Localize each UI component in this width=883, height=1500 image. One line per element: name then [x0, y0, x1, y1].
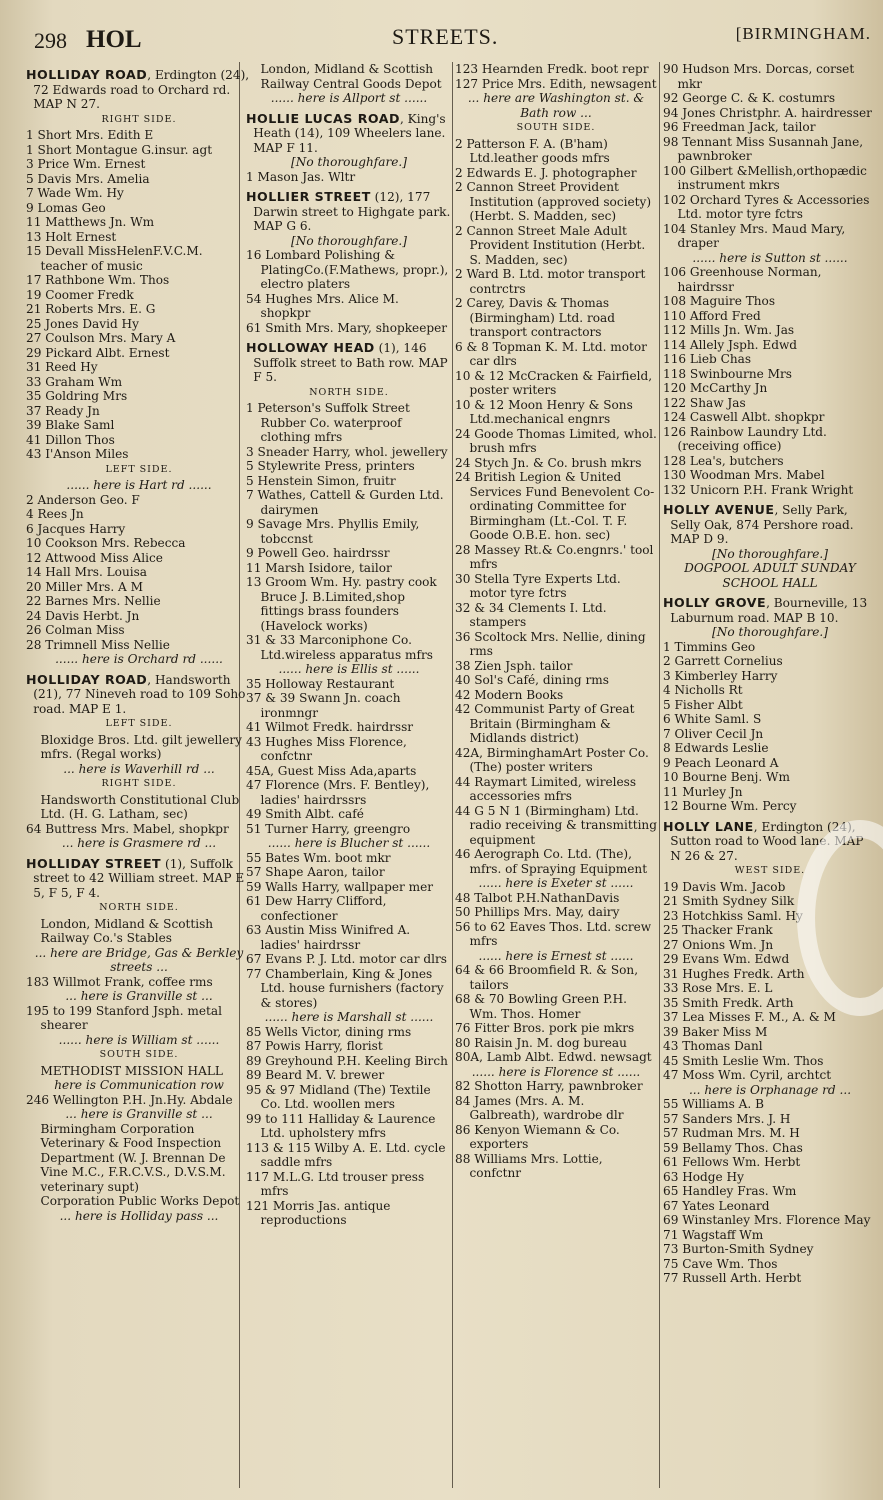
directory-entry: 61 Smith Mrs. Mary, shopkeeper	[246, 320, 448, 335]
cross-street-note: ...... here is Allport st ......	[270, 91, 428, 105]
directory-entry: 10 & 12 Moon Henry & Sons Ltd.mechanical engnrs	[455, 397, 633, 426]
directory-entry: 123 Hearnden Fredk. boot repr	[455, 62, 649, 76]
directory-entry: 67 Evans P. J. Ltd. motor car dlrs	[246, 952, 447, 966]
directory-entry: 57 Rudman Mrs. M. H	[663, 1126, 800, 1140]
side-label: NORTH SIDE.	[309, 386, 389, 398]
directory-entry: 23 Hotchkiss Saml. Hy	[663, 908, 803, 923]
directory-entry: 2 Cannon Street Provident Institution (approved society) (Herbt. S. Madden, sec)	[455, 180, 652, 223]
directory-entry: 25 Thacker Frank	[663, 923, 773, 937]
directory-entry: 16 Lombard Polishing & PlatingCo.(F.Mathews, propr.), electro platers	[246, 248, 449, 291]
side-label: RIGHT SIDE.	[101, 778, 177, 789]
side-label: SOUTH SIDE.	[99, 1049, 179, 1060]
directory-entry: 54 Hughes Mrs. Alice M. shopkpr	[246, 291, 399, 320]
directory-entry: 116 Lieb Chas	[663, 352, 752, 366]
directory-entry: 68 & 70 Bowling Green P.H. Wm. Thos. Homer	[455, 992, 628, 1021]
directory-entry: London, Midland & Scottish Railway Co.'s Stables	[40, 916, 214, 945]
directory-entry: 122 Shaw Jas	[663, 395, 746, 410]
directory-entry: 84 James (Mrs. A. M. Galbreath), wardrobe dlr	[455, 1093, 624, 1122]
directory-entry: 7 Wathes, Cattell & Gurden Ltd. dairymen	[246, 488, 444, 517]
directory-entry: 80 Raisin Jn. M. dog bureau	[455, 1035, 627, 1050]
directory-entry: 43 Hughes Miss Florence, confctnr	[246, 734, 407, 763]
cross-street-note: ... here is Holliday pass ...	[59, 1208, 219, 1223]
cross-street-note: [No thoroughfare.]	[712, 625, 828, 639]
directory-entry: 96 Freedman Jack, tailor	[663, 120, 816, 134]
directory-entry: 2 Edwards E. J. photographer	[455, 165, 637, 180]
side-label: WEST SIDE.	[734, 865, 806, 876]
directory-entry: 89 Greyhound P.H. Keeling Birch	[246, 1053, 448, 1068]
cross-street-note: ...... here is William st ......	[58, 1032, 220, 1047]
directory-entry: 6 Jacques Harry	[26, 521, 126, 536]
cross-street-note: ...... here is Ellis st ......	[278, 662, 420, 676]
directory-entry: 80A, Lamb Albt. Edwd. newsagt	[455, 1050, 652, 1064]
directory-entry: Bloxidge Bros. Ltd. gilt jewellery mfrs. (Regal works)	[40, 732, 242, 761]
column-rule	[452, 62, 453, 1488]
directory-entry: 50 Phillips Mrs. May, dairy	[455, 905, 620, 919]
directory-entry: 61 Dew Harry Clifford, confectioner	[246, 894, 387, 923]
directory-entry: Birmingham Corporation Veterinary & Food Inspection Department (W. J. Brennan De Vine M.C., F.R.C.V.S., D.V.S.M. veterinary supt)	[40, 1121, 226, 1194]
directory-entry: 10 & 12 McCracken & Fairfield, poster writers	[455, 368, 653, 397]
directory-entry: 117 M.L.G. Ltd trouser press mfrs	[246, 1169, 425, 1198]
street-heading: HOLLOWAY HEAD (1), 146 Suffolk street to Bath row. MAP F 5.	[246, 340, 448, 384]
directory-entry: 5 Davis Mrs. Amelia	[26, 171, 150, 186]
cross-street-note: ... here is Orphanage rd ...	[688, 1082, 852, 1097]
directory-entry: 89 Beard M. V. brewer	[246, 1068, 385, 1082]
column-rule	[659, 62, 660, 1488]
directory-entry: 49 Smith Albt. café	[246, 807, 364, 821]
directory-entry: 127 Price Mrs. Edith, newsagent	[455, 76, 657, 91]
directory-entry: 10 Bourne Benj. Wm	[663, 770, 790, 784]
street-name: HOLLIDAY ROAD	[26, 671, 148, 687]
directory-entry: 98 Tennant Miss Susannah Jane, pawnbroker	[663, 134, 864, 163]
directory-entry: 13 Groom Wm. Hy. pastry cook	[246, 575, 437, 589]
directory-entry: 9 Peach Leonard A	[663, 755, 779, 770]
directory-entry: 61 Fellows Wm. Herbt	[663, 1155, 801, 1169]
directory-entry: 15 Devall MissHelenF.V.C.M. teacher of music	[26, 244, 203, 273]
street-name: HOLLY AVENUE	[663, 502, 775, 517]
directory-entry: 35 Goldring Mrs	[26, 389, 128, 403]
directory-entry: 2 Carey, Davis & Thomas (Birmingham) Ltd. road transport contractors	[455, 296, 616, 339]
directory-entry: 88 Williams Mrs. Lottie, confctnr	[455, 1151, 603, 1180]
cross-street-note: ... here is Granville st ...	[65, 989, 213, 1003]
directory-entry: 36 Scoltock Mrs. Nellie, dining rms	[455, 629, 646, 658]
directory-entry: 246 Wellington P.H. Jn.Hy. Abdale	[26, 1092, 233, 1107]
cross-street-note: ... here is Waverhill rd ...	[63, 761, 215, 776]
page-code: HOL	[86, 26, 142, 53]
directory-entry: 37 Ready Jn	[26, 403, 100, 418]
directory-entry: 85 Wells Victor, dining rms	[246, 1024, 412, 1039]
directory-entry: 8 Edwards Leslie	[663, 741, 769, 755]
street-name: HOLLIE LUCAS ROAD	[246, 110, 400, 126]
directory-entry: 1 Timmins Geo	[663, 639, 756, 654]
cross-street-note: [No thoroughfare.]	[291, 233, 407, 248]
directory-entry: 183 Willmot Frank, coffee rms	[26, 974, 213, 989]
cross-street-note: ... here are Bridge, Gas & Berkley streets ...	[34, 945, 244, 974]
directory-entry: 2 Cannon Street Male Adult Provident Institution (Herbt. S. Madden, sec)	[455, 223, 646, 267]
column-4	[663, 62, 877, 1492]
directory-entry: 13 Holt Ernest	[26, 229, 117, 244]
directory-entry: 20 Miller Mrs. A M	[26, 579, 144, 594]
directory-entry: 19 Coomer Fredk	[26, 287, 134, 302]
directory-entry: 42 Communist Party of Great Britain (Birmingham & Midlands district)	[455, 702, 635, 745]
street-name: HOLLY GROVE	[663, 595, 767, 610]
directory-entry: 2 Garrett Cornelius	[663, 654, 783, 668]
directory-entry: 12 Bourne Wm. Percy	[663, 799, 797, 813]
directory-entry: 29 Evans Wm. Edwd	[663, 952, 790, 966]
directory-entry: 24 Davis Herbt. Jn	[26, 608, 140, 623]
cross-street-note: ... here is Grasmere rd ...	[61, 836, 217, 850]
directory-entry: 132 Unicorn P.H. Frank Wright	[663, 482, 854, 497]
directory-entry: 6 White Saml. S	[663, 712, 762, 726]
directory-entry: 9 Savage Mrs. Phyllis Emily, tobccnst	[246, 517, 420, 546]
directory-entry: 3 Sneader Harry, whol. jewellery	[246, 444, 448, 459]
directory-entry: 24 British Legion & United Services Fund Benevolent Co-ordinating Committee for Birmingham (Lt.-Col. T. F. Goode O.B.E. hon. sec)	[455, 470, 655, 542]
directory-entry: 9 Powell Geo. hairdrssr	[246, 546, 390, 560]
directory-entry: 7 Oliver Cecil Jn	[663, 726, 764, 741]
directory-entry: 106 Greenhouse Norman, hairdrssr	[663, 265, 822, 294]
directory-entry: 108 Maguire Thos	[663, 294, 776, 308]
directory-entry: 17 Rathbone Wm. Thos	[26, 273, 170, 287]
directory-entry: 4 Rees Jn	[26, 507, 84, 521]
directory-entry: 1 Short Montague G.insur. agt	[26, 142, 213, 157]
directory-entry: 40 Sol's Café, dining rms	[455, 673, 609, 687]
directory-entry: 41 Wilmot Fredk. hairdrssr	[246, 720, 414, 734]
cross-street-note: ...... here is Ernest st ......	[478, 948, 634, 963]
directory-entry: 21 Roberts Mrs. E. G	[26, 302, 156, 316]
directory-entry: 10 Cookson Mrs. Rebecca	[26, 536, 186, 550]
directory-entry: 56 to 62 Eaves Thos. Ltd. screw mfrs	[455, 919, 652, 948]
directory-entry: 57 Shape Aaron, tailor	[246, 865, 385, 879]
directory-entry: 33 Rose Mrs. E. L	[663, 981, 773, 995]
directory-entry: 5 Fisher Albt	[663, 697, 743, 712]
directory-entry: 35 Holloway Restaurant	[246, 676, 395, 691]
directory-entry: 67 Yates Leonard	[663, 1198, 770, 1213]
directory-entry: 95 & 97 Midland (The) Textile Co. Ltd. woollen mers	[246, 1082, 431, 1111]
directory-entry: 31 Hughes Fredk. Arth	[663, 966, 805, 981]
directory-entry: 1 Short Mrs. Edith E	[26, 128, 154, 142]
directory-entry: 19 Davis Wm. Jacob	[663, 879, 786, 894]
directory-entry: 64 Buttress Mrs. Mabel, shopkpr	[26, 821, 229, 836]
directory-entry: 3 Kimberley Harry	[663, 668, 778, 683]
directory-entry: 25 Jones David Hy	[26, 316, 139, 331]
directory-entry: 195 to 199 Stanford Jsph. metal shearer	[26, 1003, 222, 1032]
directory-entry: 27 Onions Wm. Jn	[663, 937, 774, 952]
page-number: 298	[34, 28, 67, 53]
directory-entry: 59 Walls Harry, wallpaper mer	[246, 879, 434, 894]
side-label: LEFT SIDE.	[105, 463, 173, 475]
directory-entry: Handsworth Constitutional Club Ltd. (H. G. Latham, sec)	[40, 792, 240, 821]
directory-entry: 104 Stanley Mrs. Maud Mary, draper	[663, 221, 846, 250]
directory-entry: Bruce J. B.Limited,shop fittings brass founders (Havelock works)	[260, 589, 405, 633]
directory-entry: 11 Matthews Jn. Wm	[26, 215, 155, 229]
directory-entry: 47 Florence (Mrs. F. Bentley), ladies' hairdrssrs	[246, 778, 430, 807]
directory-entry: 126 Rainbow Laundry Ltd. (receiving office)	[663, 424, 827, 453]
directory-entry: 44 G 5 N 1 (Birmingham) Ltd. radio receiving & transmitting equipment	[455, 803, 657, 847]
street-name: HOLLIDAY ROAD	[26, 67, 148, 82]
directory-entry: 24 Stych Jn. & Co. brush mkrs	[455, 455, 642, 470]
street-name: HOLLIDAY STREET	[26, 855, 162, 871]
directory-entry: 71 Wagstaff Wm	[663, 1227, 764, 1242]
cross-street-note: ...... here is Florence st ......	[471, 1064, 641, 1079]
directory-entry: 59 Bellamy Thos. Chas	[663, 1140, 803, 1155]
directory-entry: 6 & 8 Topman K. M. Ltd. motor car dlrs	[455, 339, 647, 368]
directory-entry: 94 Jones Christphr. A. hairdresser	[663, 105, 872, 120]
page-header	[30, 22, 871, 56]
directory-entry: 92 George C. & K. costumrs	[663, 91, 836, 105]
cross-street-note: ...... here is Exeter st ......	[478, 876, 634, 890]
side-label: NORTH SIDE.	[99, 902, 179, 913]
directory-entry: 100 Gilbert &Mellish,orthopædic instrument mkrs	[663, 163, 867, 192]
directory-entry: 2 Anderson Geo. F	[26, 492, 140, 507]
directory-entry: 5 Stylewrite Press, printers	[246, 459, 415, 473]
directory-entry: 55 Bates Wm. boot mkr	[246, 850, 391, 865]
directory-entry: 4 Nicholls Rt	[663, 683, 743, 697]
cross-street-note: ...... here is Orchard rd ......	[55, 652, 223, 666]
directory-entry: 128 Lea's, butchers	[663, 453, 784, 468]
street-heading: HOLLIER STREET (12), 177 Darwin street to Highgate park. MAP G 6.	[246, 189, 451, 233]
directory-entry: 26 Colman Miss	[26, 623, 125, 637]
directory-entry: 42 Modern Books	[455, 687, 564, 702]
side-label: RIGHT SIDE.	[101, 113, 177, 125]
directory-entry: 27 Coulson Mrs. Mary A	[26, 331, 176, 345]
cross-street-note: ... here is Granville st ...	[65, 1107, 213, 1121]
cross-street-note: ... here are Washington st. & Bath row ...	[467, 91, 645, 120]
directory-entry: 2 Ward B. Ltd. motor transport contrctrs	[455, 267, 646, 296]
directory-entry: 120 McCarthy Jn	[663, 381, 768, 395]
page-title: STREETS.	[392, 24, 499, 49]
directory-entry: 114 Allely Jsph. Edwd	[663, 337, 798, 352]
directory-entry: 55 Williams A. B	[663, 1097, 764, 1111]
directory-entry: 31 & 33 Marconiphone Co. Ltd.wireless apparatus mfrs	[246, 633, 433, 662]
directory-entry: 86 Kenyon Wiemann & Co. exporters	[455, 1122, 620, 1151]
column-1	[26, 62, 252, 1492]
directory-entry: 63 Hodge Hy	[663, 1169, 744, 1184]
directory-entry: 45 Smith Leslie Wm. Thos	[663, 1053, 824, 1068]
directory-entry: 46 Aerograph Co. Ltd. (The), mfrs. of Spraying Equipment	[455, 847, 648, 876]
side-label: LEFT SIDE.	[105, 718, 173, 729]
street-heading: HOLLY LANE, Erdington (24), Sutton road to Wood lane. MAP N 26 & 27.	[663, 818, 864, 863]
directory-entry: 77 Chamberlain, King & Jones Ltd. house furnishers (factory & stores)	[246, 966, 444, 1010]
directory-entry: 30 Stella Tyre Experts Ltd. motor tyre fctrs	[455, 571, 621, 600]
directory-entry: 63 Austin Miss Winifred A. ladies' hairdrssr	[246, 923, 411, 952]
directory-entry: 118 Swinbourne Mrs	[663, 366, 792, 381]
directory-entry: 69 Winstanley Mrs. Florence May	[663, 1213, 871, 1227]
directory-entry: 31 Reed Hy	[26, 360, 98, 374]
directory-entry: 47 Moss Wm. Cyril, archtct	[663, 1068, 832, 1082]
directory-entry: 65 Handley Fras. Wm	[663, 1184, 797, 1198]
directory-entry: 112 Mills Jn. Wm. Jas	[663, 323, 795, 337]
directory-entry: 32 & 34 Clements I. Ltd. stampers	[455, 600, 607, 629]
cross-street-note: [No thoroughfare.]	[712, 546, 828, 561]
directory-entry: 102 Orchard Tyres & Accessories Ltd. motor tyre fctrs	[663, 192, 870, 221]
directory-entry: 11 Murley Jn	[663, 784, 743, 799]
directory-entry: 33 Graham Wm	[26, 374, 123, 389]
directory-entry: 82 Shotton Harry, pawnbroker	[455, 1079, 643, 1093]
directory-entry: 3 Price Wm. Ernest	[26, 157, 146, 171]
street-name: HOLLOWAY HEAD	[246, 340, 375, 355]
directory-entry: 1 Mason Jas. Wltr	[246, 169, 356, 184]
column-3	[455, 62, 657, 1492]
directory-entry: 37 Lea Misses F. M., A. & M	[663, 1010, 836, 1024]
cross-street-note: here is Communication row	[54, 1078, 224, 1092]
directory-entry: 43 I'Anson Miles	[26, 447, 129, 461]
directory-entry: 35 Smith Fredk. Arth	[663, 995, 794, 1010]
directory-entry: 45A, Guest Miss Ada,aparts	[246, 763, 417, 778]
directory-entry: 1 Peterson's Suffolk Street Rubber Co. waterproof clothing mfrs	[246, 401, 410, 444]
directory-entry: 99 to 111 Halliday & Laurence Ltd. upholstery mfrs	[246, 1111, 436, 1140]
directory-entry: 39 Baker Miss M	[663, 1024, 768, 1039]
directory-entry: 57 Sanders Mrs. J. H	[663, 1111, 791, 1126]
directory-entry: 14 Hall Mrs. Louisa	[26, 565, 148, 579]
directory-entry: 130 Woodman Mrs. Mabel	[663, 468, 825, 482]
directory-entry: 77 Russell Arth. Herbt	[663, 1271, 802, 1285]
directory-entry: 73 Burton-Smith Sydney	[663, 1242, 814, 1256]
directory-entry: 90 Hudson Mrs. Dorcas, corset mkr	[663, 62, 855, 91]
directory-entry: 11 Marsh Isidore, tailor	[246, 560, 392, 575]
directory-entry: 22 Barnes Mrs. Nellie	[26, 594, 161, 608]
cross-street-note: ...... here is Marshall st ......	[264, 1010, 434, 1024]
directory-entry: 113 & 115 Wilby A. E. Ltd. cycle saddle mfrs	[246, 1140, 446, 1169]
directory-entry: 28 Trimnell Miss Nellie	[26, 637, 170, 652]
cross-street-note: ...... here is Blucher st ......	[267, 836, 431, 850]
directory-entry: 41 Dillon Thos	[26, 432, 115, 447]
directory-entry: METHODIST MISSION HALL	[40, 1063, 223, 1078]
directory-entry: 87 Powis Harry, florist	[246, 1039, 383, 1053]
directory-entry: 24 Goode Thomas Limited, whol. brush mfrs	[455, 426, 657, 455]
directory-entry: 43 Thomas Danl	[663, 1039, 763, 1053]
street-heading: HOLLIDAY ROAD, Erdington (24), 72 Edwards road to Orchard rd. MAP N 27.	[26, 67, 250, 111]
directory-entry: 38 Zien Jsph. tailor	[455, 658, 573, 673]
directory-entry: 29 Pickard Albt. Ernest	[26, 345, 170, 360]
directory-entry: 44 Raymart Limited, wireless accessories mfrs	[455, 774, 637, 803]
directory-entry: 39 Blake Saml	[26, 418, 115, 432]
directory-entry: 121 Morris Jas. antique reproductions	[246, 1198, 391, 1227]
directory-entry: 48 Talbot P.H.NathanDavis	[455, 890, 620, 905]
directory-entry: London, Midland & Scottish Railway Central Goods Depot	[260, 62, 442, 91]
cross-street-note: [No thoroughfare.]	[291, 155, 407, 169]
street-heading: HOLLIE LUCAS ROAD, King's Heath (14), 109 Wheelers lane. MAP F 11.	[246, 110, 446, 155]
directory-entry: 5 Henstein Simon, fruitr	[246, 473, 396, 488]
street-heading: HOLLIDAY ROAD, Handsworth (21), 77 Nineveh road to 109 Soho road. MAP E 1.	[26, 671, 246, 716]
directory-entry: 21 Smith Sydney Silk	[663, 894, 795, 908]
directory-entry: 28 Massey Rt.& Co.engnrs.' tool mfrs	[455, 542, 654, 571]
page-city: [BIRMINGHAM.	[735, 24, 871, 43]
directory-entry: 9 Lomas Geo	[26, 200, 106, 215]
directory-entry: 51 Turner Harry, greengro	[246, 821, 411, 836]
directory-entry: 110 Afford Fred	[663, 308, 761, 323]
street-name: HOLLY LANE	[663, 818, 754, 834]
column-2	[246, 62, 452, 1492]
street-heading: HOLLY GROVE, Bourneville, 13 Laburnum road. MAP B 10.	[663, 595, 868, 625]
street-heading: HOLLY AVENUE, Selly Park, Selly Oak, 874 Pershore road. MAP D 9.	[663, 502, 854, 546]
street-heading: HOLLIDAY STREET (1), Suffolk street to 42 William street. MAP E 5, F 5, F 4.	[26, 855, 245, 900]
directory-entry: 7 Wade Wm. Hy	[26, 186, 124, 200]
directory-entry: 64 & 66 Broomfield R. & Son, tailors	[455, 963, 639, 992]
directory-entry: 2 Patterson F. A. (B'ham) Ltd.leather goods mfrs	[455, 136, 610, 165]
directory-entry: 42A, BirminghamArt Poster Co. (The) poster writers	[455, 745, 649, 774]
directory-entry: 12 Attwood Miss Alice	[26, 550, 163, 565]
cross-street-note: ...... here is Sutton st ......	[692, 250, 848, 265]
cross-street-note: ...... here is Hart rd ......	[66, 478, 212, 492]
directory-entry: 124 Caswell Albt. shopkpr	[663, 410, 825, 424]
directory-entry: 75 Cave Wm. Thos	[663, 1256, 778, 1271]
directory-entry: 76 Fitter Bros. pork pie mkrs	[455, 1021, 635, 1035]
cross-street-note: DOGPOOL ADULT SUNDAY SCHOOL HALL	[684, 561, 856, 590]
directory-entry: Corporation Public Works Depot	[40, 1194, 240, 1208]
side-label: SOUTH SIDE.	[516, 122, 596, 133]
street-name: HOLLIER STREET	[246, 189, 371, 204]
directory-entry: 37 & 39 Swann Jn. coach ironmngr	[246, 691, 401, 720]
